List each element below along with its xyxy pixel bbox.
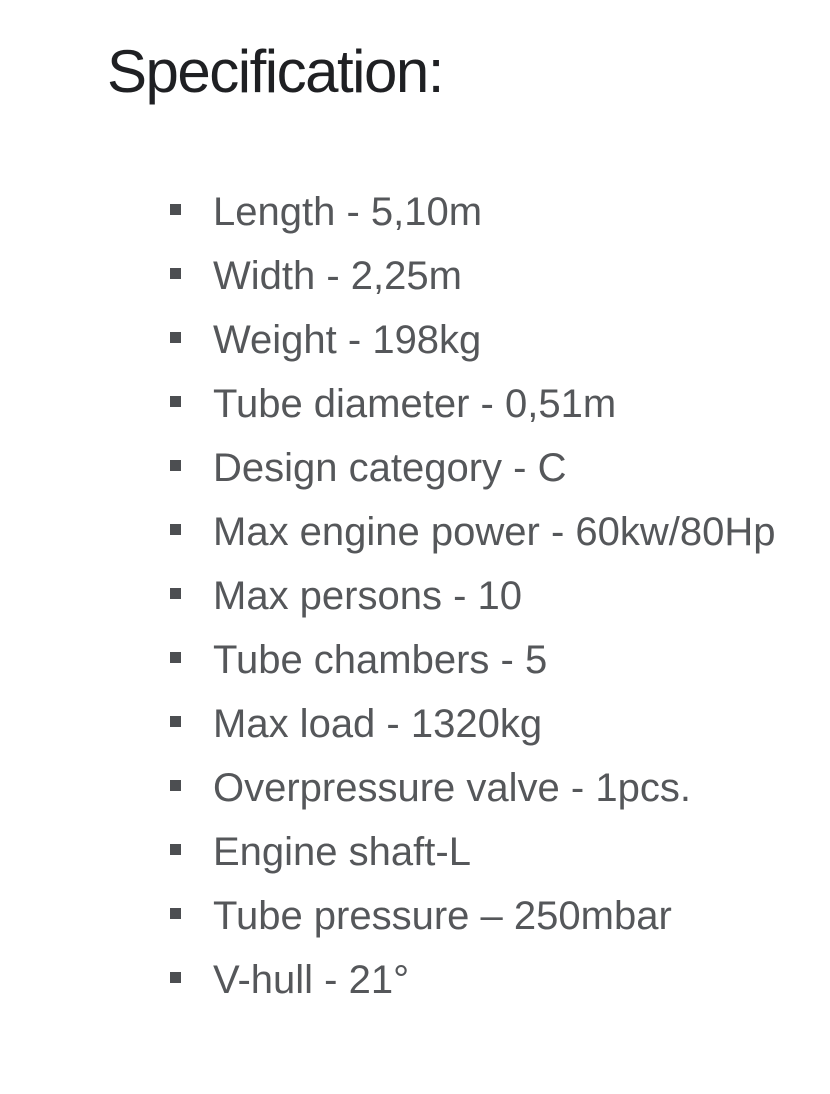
spec-item-text: Tube chambers - 5 — [213, 638, 548, 682]
spec-list-item — [170, 574, 830, 618]
square-bullet-icon — [170, 268, 181, 279]
square-bullet-icon — [170, 588, 181, 599]
square-bullet-icon — [170, 524, 181, 535]
spec-item-text: Design category - C — [213, 446, 567, 490]
square-bullet-icon — [170, 332, 181, 343]
square-bullet-icon — [170, 972, 181, 983]
square-bullet-icon — [170, 716, 181, 727]
spec-list — [0, 190, 830, 1002]
spec-list-item — [170, 382, 830, 426]
spec-list-item — [170, 638, 830, 682]
square-bullet-icon — [170, 908, 181, 919]
spec-list-item — [170, 830, 830, 874]
spec-list-item — [170, 702, 830, 746]
spec-item-text: Tube pressure – 250mbar — [213, 894, 672, 938]
spec-list-item — [170, 318, 830, 362]
square-bullet-icon — [170, 780, 181, 791]
square-bullet-icon — [170, 204, 181, 215]
spec-item-text: Max persons - 10 — [213, 574, 523, 618]
square-bullet-icon — [170, 396, 181, 407]
spec-item-text: Overpressure valve - 1pcs. — [213, 766, 691, 810]
specification-section — [0, 38, 830, 1094]
page-title: Specification: — [107, 38, 443, 105]
spec-list-item — [170, 254, 830, 298]
square-bullet-icon — [170, 460, 181, 471]
spec-item-text: Length - 5,10m — [213, 190, 483, 234]
spec-list-item — [170, 894, 830, 938]
spec-item-text: Engine shaft-L — [213, 830, 471, 874]
spec-list-item — [170, 446, 830, 490]
spec-list-item — [170, 510, 830, 554]
spec-list-item — [170, 190, 830, 234]
square-bullet-icon — [170, 844, 181, 855]
spec-list-item — [170, 766, 830, 810]
square-bullet-icon — [170, 652, 181, 663]
spec-item-text: Weight - 198kg — [213, 318, 482, 362]
spec-item-text: V-hull - 21° — [213, 958, 410, 1002]
spec-list-item — [170, 958, 830, 1002]
spec-item-text: Width - 2,25m — [213, 254, 462, 298]
spec-item-text: Max load - 1320kg — [213, 702, 543, 746]
spec-item-text: Tube diameter - 0,51m — [213, 382, 617, 426]
spec-item-text: Max engine power - 60kw/80Hp — [213, 510, 776, 554]
